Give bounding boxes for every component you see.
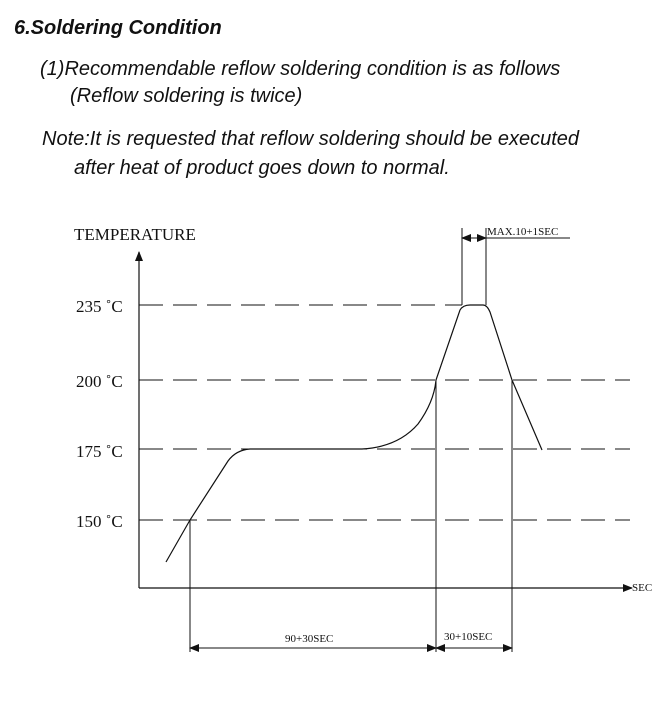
reflow-twice-note: (Reflow soldering is twice)	[70, 85, 303, 107]
peak-duration-label: MAX.10+1SEC	[487, 226, 559, 238]
preheat-duration-label: 90+30SEC	[285, 633, 334, 645]
x-axis-label: SEC	[632, 582, 653, 594]
reflow-condition-text: (1)Recommendable reflow soldering condition is as follows	[40, 58, 561, 80]
temp-label-235: 235 ˚C	[76, 297, 123, 316]
section-title: 6.Soldering Condition	[14, 17, 222, 39]
temp-label-200: 200 ˚C	[76, 372, 123, 391]
note-text-line1: Note:It is requested that reflow soldering should be executed	[42, 128, 579, 150]
temp-label-175: 175 ˚C	[76, 442, 123, 461]
temp-label-150: 150 ˚C	[76, 512, 123, 531]
temperature-profile-curve	[166, 305, 542, 562]
note-text-line2: after heat of product goes down to normal.	[74, 157, 450, 179]
y-axis-label: TEMPERATURE	[74, 225, 196, 244]
reflow-duration-label: 30+10SEC	[444, 631, 493, 643]
